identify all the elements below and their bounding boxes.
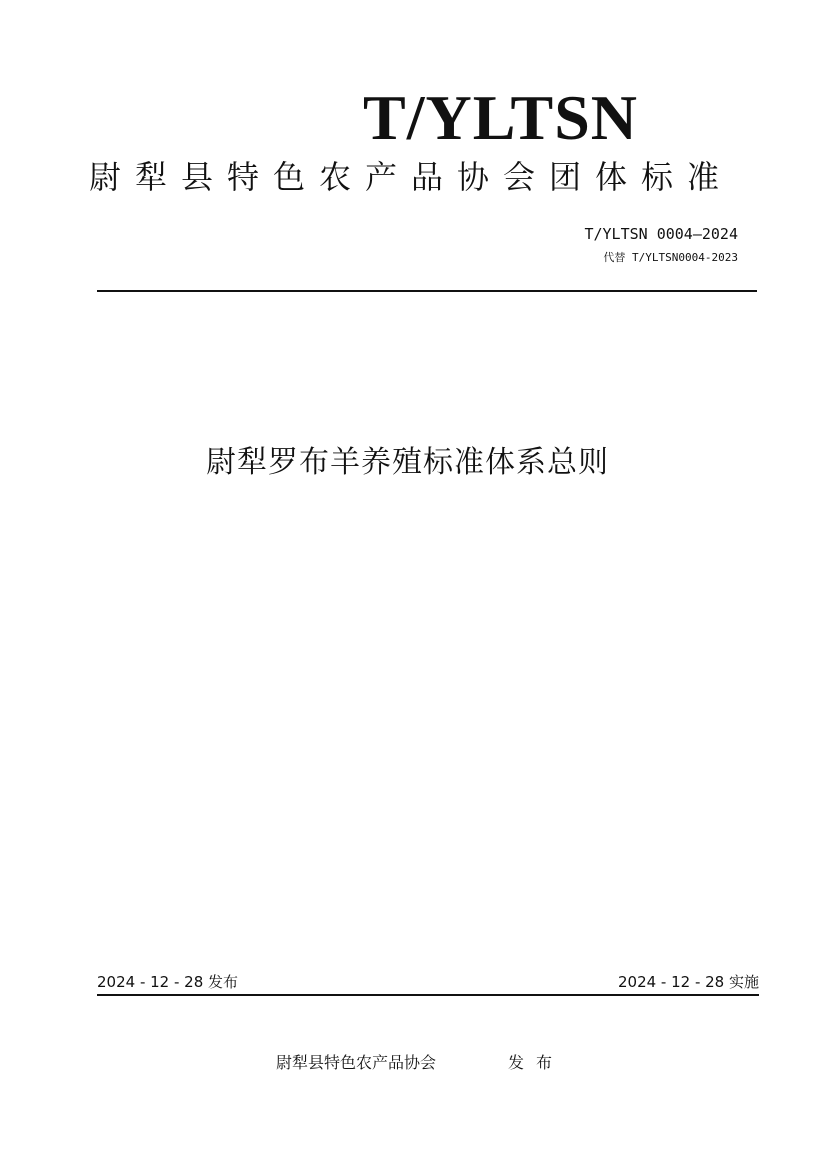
replaces-standard: 代替 T/YLTSN0004-2023 <box>603 251 738 264</box>
organization-standard-title: 尉犁县特色农产品协会团体标准 <box>89 158 734 196</box>
standard-number: T/YLTSN 0004—2024 <box>584 225 738 243</box>
standard-logo <box>0 80 815 156</box>
implement-date: 2024 - 12 - 28 实施 <box>617 973 759 991</box>
publisher-name: 尉犁县特色农产品协会 <box>276 1053 437 1072</box>
footer-divider <box>97 994 759 996</box>
document-title: 尉犁罗布羊养殖标准体系总则 <box>206 445 609 480</box>
logo-code: T/YLTSN <box>363 82 638 153</box>
header-divider <box>97 290 757 292</box>
publish-label: 发布 <box>508 1053 565 1072</box>
publish-date: 2024 - 12 - 28 发布 <box>97 973 239 991</box>
